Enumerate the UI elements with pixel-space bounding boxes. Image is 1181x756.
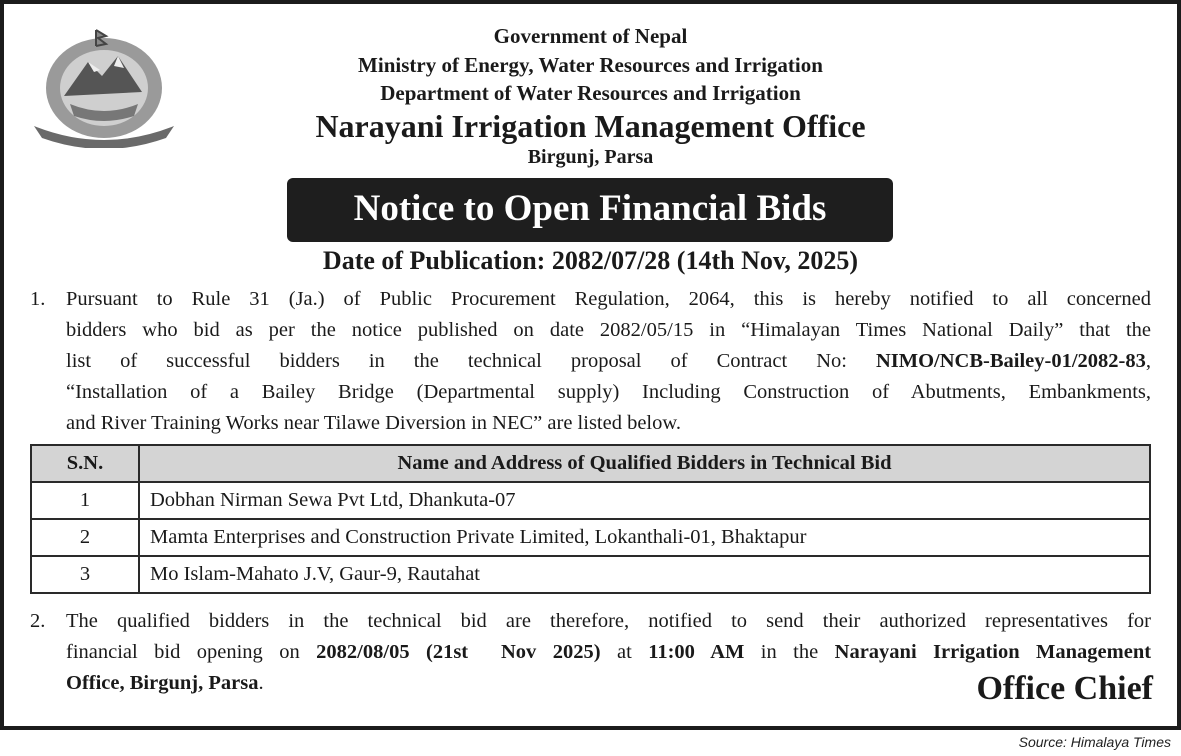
notice-title: Notice to Open Financial Bids: [287, 178, 893, 242]
text-line: and River Training Works near Tilawe Diversion in NEC” are listed below.: [66, 412, 681, 434]
text-segment: at: [600, 641, 649, 663]
text-line: Pursuant to Rule 31 (Ja.) of Public Procurement Regulation, 2064, this is hereby notified to all concerned: [66, 288, 1151, 310]
text-line: “Installation of a Bailey Bridge (Departmental supply) Including Construction of Abutments, Embankments,: [66, 381, 1151, 403]
text-segment: in the: [744, 641, 835, 663]
office-name: Narayani Irrigation Management Office: [315, 108, 866, 144]
cell-bidder: Dobhan Nirman Sewa Pvt Ltd, Dhankuta-07: [139, 482, 1150, 519]
text-segment: list of successful bidders in the technical proposal of Contract No:: [66, 350, 876, 372]
office-location: Birgunj, Parsa: [527, 146, 654, 168]
paragraph-number: 2.: [30, 610, 46, 632]
text-segment: ,: [1145, 350, 1151, 372]
qualified-bidders-table: [30, 444, 1151, 594]
table-row: [31, 482, 1150, 519]
source-credit: Source: Himalaya Times: [1018, 734, 1171, 750]
text-segment: financial bid opening on: [66, 641, 317, 663]
government-name: Government of Nepal: [493, 24, 688, 48]
venue-name: Narayani Irrigation Management: [834, 641, 1152, 663]
cell-sn: 3: [31, 556, 139, 593]
contract-number: NIMO/NCB-Bailey-01/2082-83: [875, 350, 1146, 372]
cell-sn: 2: [31, 519, 139, 556]
table-row: [31, 556, 1150, 593]
cell-bidder: Mamta Enterprises and Construction Private Limited, Lokanthali-01, Bhaktapur: [139, 519, 1150, 556]
column-header-bidder: Name and Address of Qualified Bidders in Technical Bid: [139, 445, 1150, 482]
opening-date: 2082/08/05 (21st Nov 2025): [316, 641, 601, 663]
cell-bidder: Mo Islam-Mahato J.V, Gaur-9, Rautahat: [139, 556, 1150, 593]
table-row: [31, 519, 1150, 556]
column-header-sn: S.N.: [31, 445, 139, 482]
text-line: bidders who bid as per the notice published on date 2082/05/15 in “Himalayan Times National Daily” that the: [66, 319, 1151, 341]
publication-date: Date of Publication: 2082/07/28 (14th Nov, 2025): [322, 246, 859, 275]
text-line: [66, 346, 1151, 377]
text-segment: .: [258, 672, 264, 694]
text-line: The qualified bidders in the technical bid are therefore, notified to send their authorized representatives for: [66, 610, 1151, 632]
cell-sn: 1: [31, 482, 139, 519]
table-header-row: [31, 445, 1150, 482]
text-line: [66, 637, 1151, 668]
opening-time: 11:00 AM: [648, 641, 745, 663]
signatory: Office Chief: [976, 670, 1153, 707]
department-name: Department of Water Resources and Irrigation: [380, 81, 801, 105]
ministry-name: Ministry of Energy, Water Resources and Irrigation: [358, 53, 823, 77]
paragraph-number: 1.: [30, 288, 46, 310]
venue-address: Office, Birgunj, Parsa: [66, 672, 259, 694]
paragraph-1: [30, 284, 1151, 439]
